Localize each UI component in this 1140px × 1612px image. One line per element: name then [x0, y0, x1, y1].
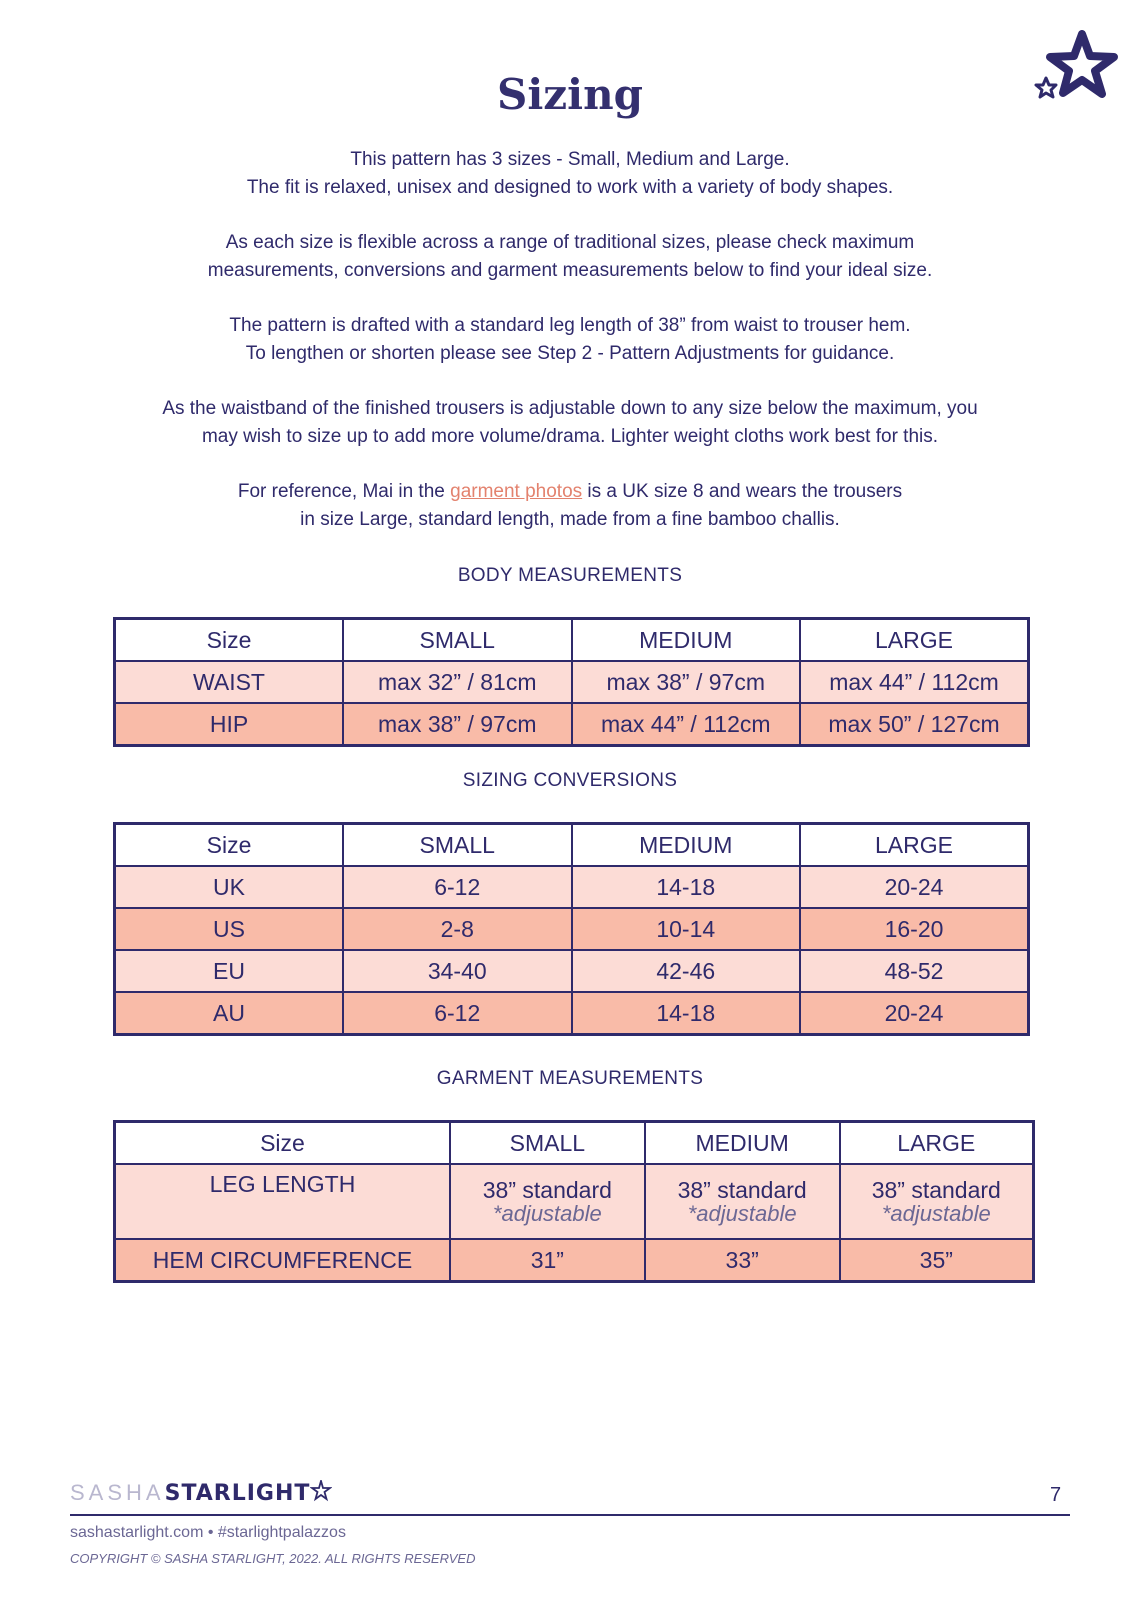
header-cell: MEDIUM	[572, 619, 801, 662]
table-cell: 34-40	[343, 950, 572, 992]
table-cell	[450, 1164, 645, 1239]
body-measurements-table	[113, 617, 1030, 747]
intro-paragraph	[0, 312, 1140, 368]
row-label: UK	[115, 866, 344, 908]
row-label: EU	[115, 950, 344, 992]
table-cell	[645, 1164, 840, 1239]
header-cell: Size	[115, 619, 344, 662]
intro-line: measurements, conversions and garment measurements below to find your ideal size.	[207, 260, 933, 281]
table-cell: 20-24	[800, 992, 1029, 1035]
intro-paragraph	[0, 395, 1140, 451]
leg-length-value: 38” standard	[482, 1176, 612, 1203]
table-cell: 33”	[645, 1239, 840, 1282]
header-cell: LARGE	[840, 1122, 1034, 1165]
table-row	[115, 703, 1029, 746]
row-label: HEM CIRCUMFERENCE	[115, 1239, 450, 1282]
header-cell: SMALL	[343, 619, 572, 662]
row-label: LEG LENGTH	[115, 1164, 450, 1239]
table-row	[115, 992, 1029, 1035]
table-cell	[840, 1164, 1034, 1239]
table-cell: 31”	[450, 1239, 645, 1282]
intro-line: The fit is relaxed, unisex and designed to work with a variety of body shapes.	[246, 177, 894, 198]
table-header-row	[115, 824, 1029, 867]
header-cell: LARGE	[800, 824, 1029, 867]
table-cell: max 44” / 112cm	[572, 703, 801, 746]
table-cell: 10-14	[572, 908, 801, 950]
table-row	[115, 908, 1029, 950]
reference-line-2: in size Large, standard length, made from a fine bamboo challis.	[300, 509, 840, 530]
table-cell: 35”	[840, 1239, 1034, 1282]
table-cell: 42-46	[572, 950, 801, 992]
garment-measurements-title: GARMENT MEASUREMENTS	[436, 1068, 704, 1089]
intro-line: As the waistband of the finished trousers is adjustable down to any size below the maximum, you	[162, 398, 978, 419]
intro-paragraph	[0, 146, 1140, 202]
footer-links: sashastarlight.com • #starlightpalazzos	[70, 1524, 346, 1541]
sizing-conversions-table	[113, 822, 1030, 1036]
table-cell: 20-24	[800, 866, 1029, 908]
table-row	[115, 1164, 1034, 1239]
sizing-conversions-title: SIZING CONVERSIONS	[462, 770, 678, 791]
header-cell: Size	[115, 1122, 450, 1165]
header-cell: SMALL	[450, 1122, 645, 1165]
table-row	[115, 661, 1029, 703]
intro-paragraph	[0, 229, 1140, 285]
page-title: Sizing	[497, 70, 643, 119]
table-cell: 6-12	[343, 992, 572, 1035]
adjustable-note: *adjustable	[881, 1200, 991, 1226]
row-label: WAIST	[115, 661, 344, 703]
row-label: HIP	[115, 703, 344, 746]
footer-divider	[70, 1514, 1070, 1516]
table-cell: 6-12	[343, 866, 572, 908]
garment-photos-link[interactable]: garment photos	[450, 481, 583, 502]
intro-line: may wish to size up to add more volume/drama. Lighter weight cloths work best for this.	[201, 426, 939, 447]
intro-text	[0, 146, 1140, 561]
header-cell: LARGE	[800, 619, 1029, 662]
adjustable-note: *adjustable	[687, 1200, 797, 1226]
leg-length-value: 38” standard	[677, 1176, 807, 1203]
page-number: 7	[1050, 1484, 1062, 1506]
header-cell: Size	[115, 824, 344, 867]
adjustable-note: *adjustable	[492, 1200, 602, 1226]
garment-measurements-table	[113, 1120, 1035, 1283]
footer-logo	[70, 1480, 332, 1506]
table-cell: max 32” / 81cm	[343, 661, 572, 703]
table-cell: 2-8	[343, 908, 572, 950]
footer-logo-part1: SASHA	[70, 1480, 165, 1505]
footer-star-icon	[310, 1480, 332, 1506]
reference-line	[0, 478, 1140, 506]
table-cell: max 50” / 127cm	[800, 703, 1029, 746]
table-cell: max 38” / 97cm	[343, 703, 572, 746]
leg-length-value: 38” standard	[871, 1176, 1001, 1203]
table-row	[115, 1239, 1034, 1282]
intro-line: The pattern is drafted with a standard leg length of 38” from waist to trouser hem.	[229, 315, 911, 336]
header-cell: MEDIUM	[572, 824, 801, 867]
intro-line: To lengthen or shorten please see Step 2 - Pattern Adjustments for guidance.	[245, 343, 895, 364]
intro-line: This pattern has 3 sizes - Small, Medium and Large.	[350, 149, 790, 170]
body-measurements-title: BODY MEASUREMENTS	[457, 565, 683, 586]
intro-line: As each size is flexible across a range of traditional sizes, please check maximum	[225, 232, 915, 253]
table-cell: 16-20	[800, 908, 1029, 950]
table-row	[115, 950, 1029, 992]
row-label: US	[115, 908, 344, 950]
footer-copyright: COPYRIGHT © SASHA STARLIGHT, 2022. ALL RIGHTS RESERVED	[70, 1551, 476, 1566]
reference-paragraph	[0, 478, 1140, 534]
table-cell: max 44” / 112cm	[800, 661, 1029, 703]
table-cell: 14-18	[572, 992, 801, 1035]
table-header-row	[115, 619, 1029, 662]
table-row	[115, 866, 1029, 908]
table-cell: max 38” / 97cm	[572, 661, 801, 703]
row-label: AU	[115, 992, 344, 1035]
table-cell: 48-52	[800, 950, 1029, 992]
reference-after: is a UK size 8 and wears the trousers	[582, 481, 903, 502]
header-cell: MEDIUM	[645, 1122, 840, 1165]
table-cell: 14-18	[572, 866, 801, 908]
header-cell: SMALL	[343, 824, 572, 867]
footer-logo-part2: STARLIGHT	[164, 1481, 311, 1506]
table-header-row	[115, 1122, 1034, 1165]
reference-before: For reference, Mai in the	[237, 481, 451, 502]
